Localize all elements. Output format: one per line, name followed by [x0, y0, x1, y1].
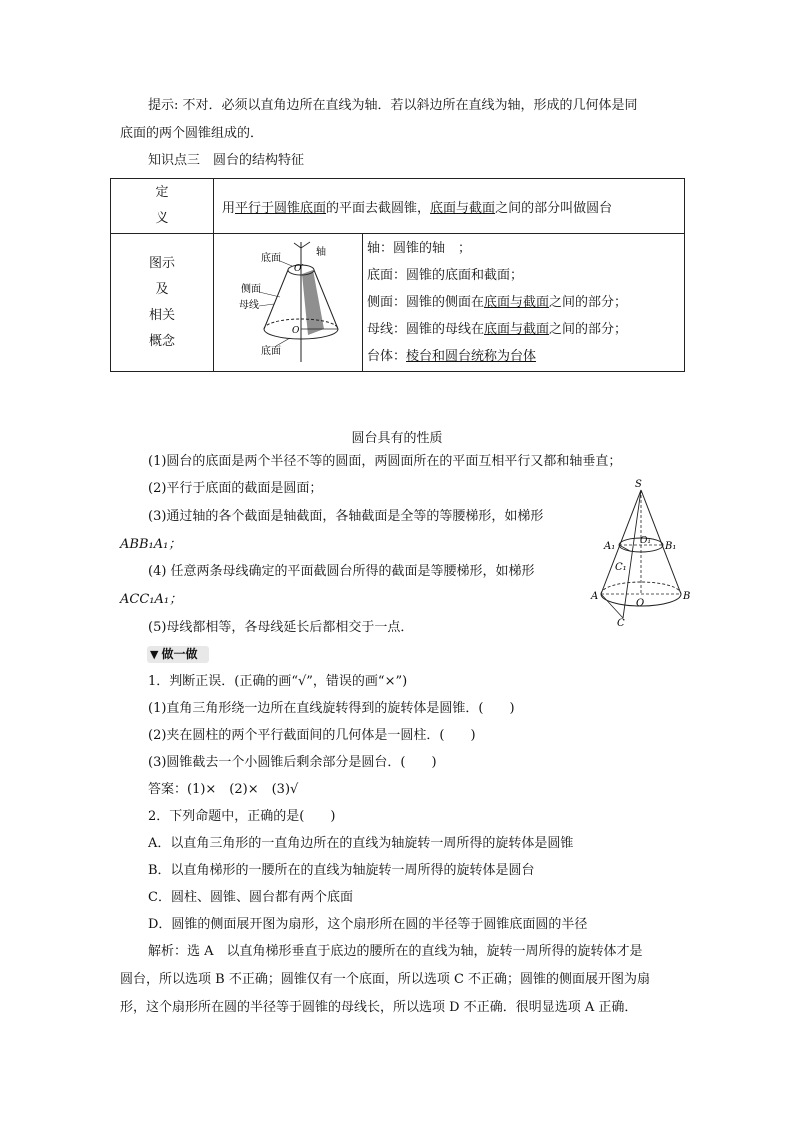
concept-base: 底面：圆锥的底面和截面；: [367, 268, 524, 283]
frustum-structure-table: [110, 178, 685, 372]
definition-label: [111, 179, 214, 234]
property-4b: ACC₁A₁；: [120, 592, 183, 607]
side-pre: 侧面：圆锥的侧面在: [367, 295, 485, 310]
definition-label-2: 义: [155, 211, 169, 226]
concepts-list: [363, 234, 684, 371]
question-1: 1．判断正误．(正确的画“√”，错误的画“×”): [148, 674, 408, 689]
property-3b: ABB₁A₁；: [120, 537, 182, 552]
definition-label-1: 定: [155, 185, 169, 200]
definition-text: [214, 179, 685, 234]
solution-line-3: 形，这个扇形所在圆的半径等于圆锥的母线长，所以选项 D 不正确．很明显选项 A 正确．: [120, 1000, 638, 1015]
solution-line-1: 解析：选 A 以直角梯形垂直于底边的腰所在的直线为轴，旋转一周所得的旋转体才是: [148, 944, 643, 959]
cone-label-o1: O₁: [640, 536, 651, 546]
property-3a: (3)通过轴的各个截面是轴截面，各轴截面是全等的等腰梯形，如梯形: [148, 509, 544, 524]
answer-1: 答案：(1)× (2)× (3)√: [148, 782, 299, 797]
question-1-item-1: (1)直角三角形绕一边所在直线旋转得到的旋转体是圆锥．( ): [148, 701, 515, 716]
cone-label-c1: C₁: [615, 562, 627, 573]
solution-line-2: 圆台，所以选项 B 不正确；圆锥仅有一个底面，所以选项 C 不正确；圆锥的侧面展开图为扇: [120, 972, 651, 987]
frustum-figure-cell: [214, 234, 363, 371]
fig-o-top-label: O′: [294, 264, 304, 274]
fig-o-bottom-label: O: [292, 326, 300, 336]
figure-label-1: 图示: [148, 255, 175, 271]
cone-label-c: C: [617, 618, 625, 628]
cone-label-b: B: [683, 591, 691, 602]
side-underline: 底面与截面: [484, 295, 550, 310]
hint-line-2: 底面的两个圆锥组成的．: [120, 126, 264, 141]
figure-label-3: 相关: [148, 307, 175, 323]
hint-line-1: 提示: 不对．必须以直角边所在直线为轴．若以斜边所在直线为轴，形成的几何体是同: [148, 98, 638, 113]
practice-badge-label: 做一做: [161, 647, 198, 661]
frustum-figure: [214, 234, 362, 371]
concept-generatrix: [363, 316, 684, 343]
cone-label-a1: A₁: [604, 541, 616, 552]
concept-side: [363, 289, 684, 316]
gen-pre: 母线：圆锥的母线在: [367, 322, 485, 337]
question-2: 2．下列命题中，正确的是( ): [148, 809, 336, 824]
option-a: A．以直角三角形的一直角边所在的直线为轴旋转一周所得的旋转体是圆锥: [148, 836, 574, 851]
chevron-down-icon: ▼: [150, 648, 159, 661]
cone-label-a: A: [591, 591, 599, 602]
question-1-item-3: (3)圆锥截去一个小圆锥后剩余部分是圆台．( ): [148, 755, 437, 770]
concept-frustum: [363, 343, 684, 370]
property-5: (5)母线都相等，各母线延长后都相交于一点．: [148, 620, 414, 635]
cone-label-b1: B₁: [665, 541, 677, 552]
fig-bottom-base-label: 底面: [261, 346, 281, 357]
figure-label-4: 概念: [148, 333, 175, 349]
side-post: 之间的部分；: [549, 295, 628, 310]
frustum-underline: 棱台和圆台统称为台体: [406, 349, 537, 364]
cone-label-s: S: [635, 479, 642, 490]
figure-and-concepts: [214, 234, 685, 372]
properties-title: 圆台具有的性质: [351, 431, 443, 446]
def-underline-2: 底面与截面: [430, 200, 496, 216]
def-underline-1: 平行于圆锥底面: [235, 200, 327, 216]
cone-section-figure: [583, 478, 703, 628]
def-mid: 的平面去截圆锥，: [326, 200, 431, 216]
property-2: (2)平行于底面的截面是圆面；: [148, 481, 323, 496]
gen-post: 之间的部分；: [549, 322, 628, 337]
figure-label-2: 及: [155, 281, 169, 297]
practice-badge: [147, 646, 209, 663]
def-pre: 用: [222, 200, 236, 216]
fig-top-base-label: 底面: [261, 253, 281, 264]
def-post: 之间的部分叫做圆台: [495, 200, 613, 216]
property-4a: (4) 任意两条母线确定的平面截圆台所得的截面是等腰梯形，如梯形: [148, 564, 535, 579]
fig-generatrix-label: 母线: [239, 300, 259, 311]
section-title: 知识点三 圆台的结构特征: [148, 153, 305, 168]
option-c: C．圆柱、圆锥、圆台都有两个底面: [148, 890, 353, 905]
frustum-pre: 台体：: [367, 349, 407, 364]
gen-underline: 底面与截面: [484, 322, 550, 337]
question-1-item-2: (2)夹在圆柱的两个平行截面间的几何体是一圆柱．( ): [148, 728, 476, 743]
fig-side-label: 侧面: [241, 284, 261, 295]
option-b: B．以直角梯形的一腰所在的直线为轴旋转一周所得的旋转体是圆台: [148, 863, 535, 878]
cone-label-o: O: [636, 598, 645, 609]
property-1: (1)圆台的底面是两个半径不等的圆面，两圆面所在的平面互相平行又都和轴垂直；: [148, 454, 622, 469]
option-d: D．圆锥的侧面展开图为扇形，这个扇形所在圆的半径等于圆锥底面圆的半径: [148, 917, 588, 932]
fig-axis-label: 轴: [316, 247, 326, 258]
figure-label: [111, 234, 214, 372]
concept-axis: 轴：圆锥的轴 ；: [367, 241, 472, 256]
